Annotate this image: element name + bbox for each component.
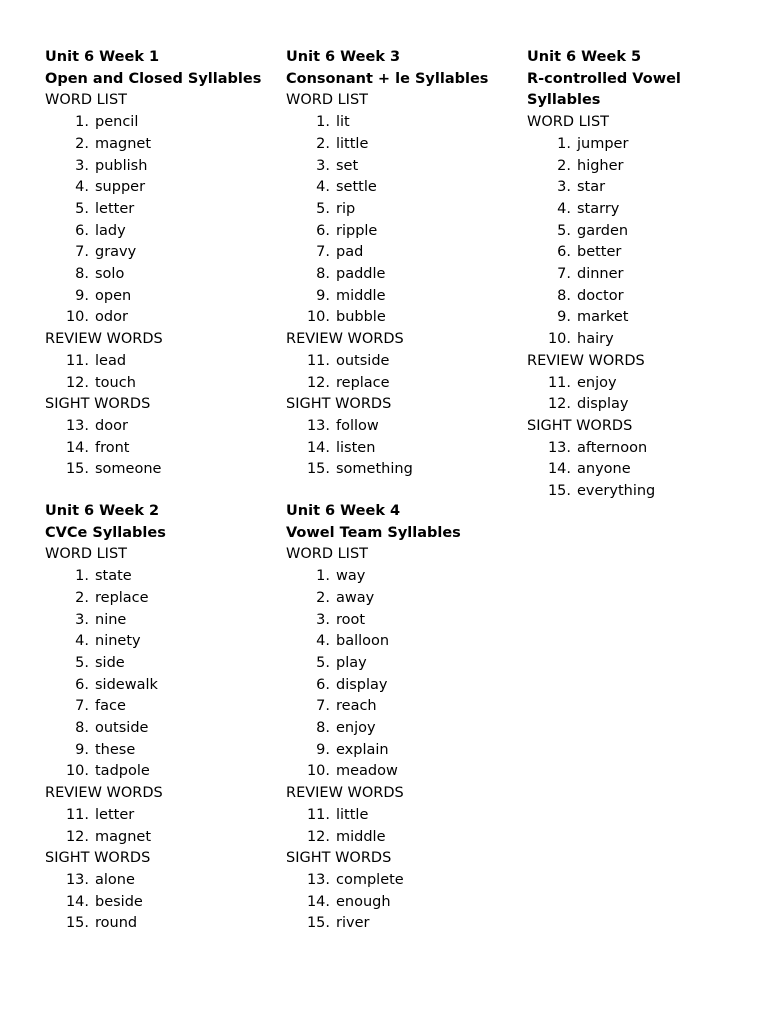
sight-words-list bbox=[45, 416, 280, 481]
item-word: way bbox=[336, 568, 366, 585]
word-item bbox=[286, 892, 521, 914]
item-word: listen bbox=[336, 439, 376, 456]
item-number: 9. bbox=[557, 309, 571, 326]
item-word: lit bbox=[336, 114, 350, 131]
item-word: door bbox=[95, 417, 128, 434]
review-words-label: REVIEW WORDS bbox=[45, 785, 163, 802]
item-number: 2. bbox=[75, 135, 89, 152]
item-number: 10. bbox=[306, 309, 330, 326]
word-item bbox=[527, 394, 702, 416]
item-word: paddle bbox=[336, 266, 386, 283]
item-word: odor bbox=[95, 309, 128, 326]
item-word: garden bbox=[577, 222, 629, 239]
item-word: outside bbox=[336, 352, 390, 369]
item-word: side bbox=[95, 654, 125, 671]
unit-subtitle: Consonant + le Syllables bbox=[286, 70, 489, 87]
word-item bbox=[527, 177, 702, 199]
item-word: market bbox=[577, 309, 629, 326]
sight-words-list bbox=[527, 438, 702, 503]
item-number: 14. bbox=[306, 439, 330, 456]
word-item bbox=[45, 718, 280, 740]
word-list bbox=[527, 134, 702, 351]
item-number: 15. bbox=[306, 461, 330, 478]
item-number: 2. bbox=[316, 589, 330, 606]
sight-words-list bbox=[286, 870, 521, 935]
item-word: something bbox=[336, 461, 413, 478]
word-item bbox=[286, 112, 521, 134]
unit-week-5 bbox=[527, 47, 702, 503]
item-word: gravy bbox=[95, 244, 137, 261]
item-number: 14. bbox=[65, 439, 89, 456]
word-item bbox=[45, 156, 280, 178]
unit-subtitle: CVCe Syllables bbox=[45, 524, 166, 541]
word-item bbox=[527, 459, 702, 481]
review-words-label: REVIEW WORDS bbox=[527, 352, 645, 369]
word-item bbox=[45, 566, 280, 588]
word-item bbox=[286, 134, 521, 156]
item-number: 11. bbox=[65, 352, 89, 369]
item-number: 8. bbox=[75, 266, 89, 283]
item-number: 10. bbox=[306, 763, 330, 780]
review-words-list bbox=[45, 805, 280, 848]
item-word: outside bbox=[95, 720, 149, 737]
item-word: meadow bbox=[336, 763, 398, 780]
unit-week-3 bbox=[286, 47, 521, 481]
word-item bbox=[527, 438, 702, 460]
word-item bbox=[286, 286, 521, 308]
item-word: bubble bbox=[336, 309, 386, 326]
word-item bbox=[45, 351, 280, 373]
item-number: 2. bbox=[316, 135, 330, 152]
item-number: 3. bbox=[75, 611, 89, 628]
word-list bbox=[286, 112, 521, 329]
item-number: 4. bbox=[75, 179, 89, 196]
item-word: anyone bbox=[577, 461, 631, 478]
item-number: 11. bbox=[306, 352, 330, 369]
item-number: 6. bbox=[316, 222, 330, 239]
item-number: 5. bbox=[557, 222, 571, 239]
word-list bbox=[45, 566, 280, 783]
item-word: complete bbox=[336, 871, 404, 888]
word-item bbox=[286, 264, 521, 286]
unit-subtitle: Vowel Team Syllables bbox=[286, 524, 461, 541]
word-item bbox=[45, 286, 280, 308]
word-item bbox=[286, 827, 521, 849]
item-number: 13. bbox=[306, 417, 330, 434]
item-word: starry bbox=[577, 200, 620, 217]
item-word: star bbox=[577, 179, 606, 196]
item-word: root bbox=[336, 611, 366, 628]
item-number: 9. bbox=[316, 287, 330, 304]
word-list bbox=[45, 112, 280, 329]
sight-words-label: SIGHT WORDS bbox=[45, 396, 151, 413]
unit-subtitle: R-controlled Vowel Syllables bbox=[527, 70, 681, 109]
unit-title: Unit 6 Week 1 bbox=[45, 49, 160, 65]
word-item bbox=[45, 892, 280, 914]
word-item bbox=[45, 221, 280, 243]
item-word: middle bbox=[336, 287, 386, 304]
item-word: replace bbox=[95, 589, 149, 606]
item-number: 5. bbox=[316, 200, 330, 217]
item-number: 6. bbox=[75, 676, 89, 693]
word-item bbox=[527, 373, 702, 395]
item-number: 7. bbox=[75, 244, 89, 261]
item-number: 10. bbox=[547, 331, 571, 348]
item-word: follow bbox=[336, 417, 379, 434]
item-word: display bbox=[577, 396, 629, 413]
word-item bbox=[45, 761, 280, 783]
item-word: better bbox=[577, 244, 622, 261]
word-item bbox=[286, 221, 521, 243]
review-words-label: REVIEW WORDS bbox=[286, 785, 404, 802]
item-number: 14. bbox=[65, 893, 89, 910]
word-item bbox=[45, 177, 280, 199]
item-word: these bbox=[95, 741, 136, 758]
item-word: beside bbox=[95, 893, 143, 910]
item-word: everything bbox=[577, 483, 656, 500]
word-item bbox=[45, 459, 280, 481]
item-word: solo bbox=[95, 266, 125, 283]
unit-week-4 bbox=[286, 501, 521, 935]
sight-words-label: SIGHT WORDS bbox=[45, 850, 151, 867]
word-item bbox=[45, 827, 280, 849]
word-item bbox=[45, 588, 280, 610]
item-word: higher bbox=[577, 157, 624, 174]
item-word: afternoon bbox=[577, 439, 648, 456]
sight-words-label: SIGHT WORDS bbox=[286, 850, 392, 867]
word-item bbox=[45, 805, 280, 827]
item-number: 2. bbox=[557, 157, 571, 174]
word-item bbox=[45, 438, 280, 460]
review-words-list bbox=[527, 373, 702, 416]
word-item bbox=[45, 264, 280, 286]
item-number: 3. bbox=[557, 179, 571, 196]
unit-week-1 bbox=[45, 47, 280, 481]
word-item bbox=[286, 177, 521, 199]
word-item bbox=[527, 481, 702, 503]
review-words-label: REVIEW WORDS bbox=[45, 331, 163, 348]
item-word: letter bbox=[95, 200, 135, 217]
item-number: 1. bbox=[316, 114, 330, 131]
item-number: 9. bbox=[316, 741, 330, 758]
word-item bbox=[286, 242, 521, 264]
item-number: 11. bbox=[547, 374, 571, 391]
item-word: play bbox=[336, 654, 367, 671]
word-item bbox=[286, 156, 521, 178]
word-item bbox=[286, 870, 521, 892]
word-item bbox=[527, 307, 702, 329]
word-item bbox=[527, 221, 702, 243]
item-word: magnet bbox=[95, 135, 152, 152]
item-number: 5. bbox=[75, 654, 89, 671]
item-number: 7. bbox=[316, 244, 330, 261]
word-item bbox=[286, 416, 521, 438]
item-word: letter bbox=[95, 806, 135, 823]
item-word: display bbox=[336, 676, 388, 693]
item-number: 13. bbox=[65, 871, 89, 888]
review-words-list bbox=[286, 351, 521, 394]
item-number: 11. bbox=[306, 806, 330, 823]
item-word: reach bbox=[336, 698, 377, 715]
word-item bbox=[45, 112, 280, 134]
item-word: enough bbox=[336, 893, 391, 910]
item-number: 1. bbox=[75, 568, 89, 585]
item-word: little bbox=[336, 135, 369, 152]
word-item bbox=[45, 870, 280, 892]
unit-week-2 bbox=[45, 501, 280, 935]
item-number: 7. bbox=[316, 698, 330, 715]
word-item bbox=[286, 696, 521, 718]
item-word: settle bbox=[336, 179, 377, 196]
word-item bbox=[286, 438, 521, 460]
word-item bbox=[45, 416, 280, 438]
item-number: 10. bbox=[65, 763, 89, 780]
word-item bbox=[286, 740, 521, 762]
item-number: 8. bbox=[557, 287, 571, 304]
word-item bbox=[286, 610, 521, 632]
unit-title: Unit 6 Week 2 bbox=[45, 503, 160, 519]
item-word: enjoy bbox=[336, 720, 376, 737]
item-number: 12. bbox=[65, 828, 89, 845]
word-item bbox=[45, 740, 280, 762]
item-word: ripple bbox=[336, 222, 378, 239]
item-number: 15. bbox=[65, 461, 89, 478]
word-item bbox=[286, 588, 521, 610]
item-number: 9. bbox=[75, 287, 89, 304]
item-number: 1. bbox=[75, 114, 89, 131]
word-list-label: WORD LIST bbox=[286, 92, 369, 109]
word-item bbox=[286, 805, 521, 827]
word-item bbox=[286, 761, 521, 783]
word-item bbox=[286, 566, 521, 588]
word-item bbox=[527, 242, 702, 264]
item-word: river bbox=[336, 915, 370, 932]
word-item bbox=[45, 610, 280, 632]
item-number: 7. bbox=[75, 698, 89, 715]
review-words-list bbox=[286, 805, 521, 848]
word-item bbox=[45, 675, 280, 697]
item-word: rip bbox=[336, 200, 356, 217]
item-word: alone bbox=[95, 871, 135, 888]
item-word: enjoy bbox=[577, 374, 617, 391]
word-list bbox=[286, 566, 521, 783]
sight-words-label: SIGHT WORDS bbox=[286, 396, 392, 413]
item-word: hairy bbox=[577, 331, 614, 348]
item-word: nine bbox=[95, 611, 127, 628]
item-number: 5. bbox=[75, 200, 89, 217]
item-number: 11. bbox=[65, 806, 89, 823]
word-item bbox=[45, 242, 280, 264]
word-item bbox=[286, 351, 521, 373]
item-number: 8. bbox=[75, 720, 89, 737]
item-number: 15. bbox=[306, 915, 330, 932]
item-word: front bbox=[95, 439, 130, 456]
item-number: 12. bbox=[306, 374, 330, 391]
word-list-label: WORD LIST bbox=[45, 546, 128, 563]
unit-title: Unit 6 Week 4 bbox=[286, 503, 401, 519]
item-word: pad bbox=[336, 244, 364, 261]
item-number: 12. bbox=[547, 396, 571, 413]
item-number: 3. bbox=[75, 157, 89, 174]
item-word: lead bbox=[95, 352, 127, 369]
word-item bbox=[45, 631, 280, 653]
item-number: 12. bbox=[306, 828, 330, 845]
word-item bbox=[45, 653, 280, 675]
item-word: little bbox=[336, 806, 369, 823]
item-number: 13. bbox=[547, 439, 571, 456]
word-item bbox=[286, 913, 521, 935]
item-word: someone bbox=[95, 461, 162, 478]
sight-words-list bbox=[45, 870, 280, 935]
word-item bbox=[527, 329, 702, 351]
item-word: tadpole bbox=[95, 763, 150, 780]
item-number: 13. bbox=[306, 871, 330, 888]
item-number: 4. bbox=[75, 633, 89, 650]
item-word: open bbox=[95, 287, 132, 304]
word-item bbox=[286, 199, 521, 221]
item-word: replace bbox=[336, 374, 390, 391]
sight-words-label: SIGHT WORDS bbox=[527, 417, 633, 434]
word-item bbox=[527, 286, 702, 308]
item-word: ninety bbox=[95, 633, 141, 650]
word-item bbox=[286, 653, 521, 675]
item-number: 10. bbox=[65, 309, 89, 326]
word-item bbox=[286, 718, 521, 740]
item-word: set bbox=[336, 157, 359, 174]
item-number: 14. bbox=[547, 461, 571, 478]
item-number: 12. bbox=[65, 374, 89, 391]
word-list-label: WORD LIST bbox=[45, 92, 128, 109]
word-item bbox=[286, 631, 521, 653]
item-word: away bbox=[336, 589, 375, 606]
item-number: 8. bbox=[316, 720, 330, 737]
word-item bbox=[527, 134, 702, 156]
item-word: balloon bbox=[336, 633, 390, 650]
item-word: sidewalk bbox=[95, 676, 158, 693]
item-word: supper bbox=[95, 179, 146, 196]
item-number: 15. bbox=[547, 483, 571, 500]
item-number: 4. bbox=[557, 200, 571, 217]
item-number: 8. bbox=[316, 266, 330, 283]
item-word: magnet bbox=[95, 828, 152, 845]
word-item bbox=[45, 373, 280, 395]
item-number: 6. bbox=[316, 676, 330, 693]
word-item bbox=[527, 156, 702, 178]
item-number: 7. bbox=[557, 266, 571, 283]
item-number: 4. bbox=[316, 179, 330, 196]
unit-title: Unit 6 Week 5 bbox=[527, 49, 642, 65]
item-word: round bbox=[95, 915, 138, 932]
word-item bbox=[286, 307, 521, 329]
item-number: 9. bbox=[75, 741, 89, 758]
review-words-label: REVIEW WORDS bbox=[286, 331, 404, 348]
item-number: 6. bbox=[75, 222, 89, 239]
word-list-label: WORD LIST bbox=[527, 114, 610, 131]
word-list-label: WORD LIST bbox=[286, 546, 369, 563]
item-number: 3. bbox=[316, 611, 330, 628]
item-number: 1. bbox=[316, 568, 330, 585]
item-number: 13. bbox=[65, 417, 89, 434]
item-number: 1. bbox=[557, 135, 571, 152]
item-number: 15. bbox=[65, 915, 89, 932]
item-number: 14. bbox=[306, 893, 330, 910]
item-number: 4. bbox=[316, 633, 330, 650]
item-word: dinner bbox=[577, 266, 624, 283]
word-item bbox=[286, 675, 521, 697]
unit-subtitle: Open and Closed Syllables bbox=[45, 70, 262, 87]
word-item bbox=[45, 134, 280, 156]
word-item bbox=[45, 696, 280, 718]
unit-title: Unit 6 Week 3 bbox=[286, 49, 401, 65]
word-item bbox=[45, 199, 280, 221]
item-number: 3. bbox=[316, 157, 330, 174]
item-word: publish bbox=[95, 157, 148, 174]
sight-words-list bbox=[286, 416, 521, 481]
item-number: 6. bbox=[557, 244, 571, 261]
word-item bbox=[527, 199, 702, 221]
word-item bbox=[527, 264, 702, 286]
item-word: explain bbox=[336, 741, 389, 758]
item-word: lady bbox=[95, 222, 126, 239]
word-item bbox=[45, 307, 280, 329]
word-item bbox=[286, 373, 521, 395]
item-word: pencil bbox=[95, 114, 139, 131]
item-word: middle bbox=[336, 828, 386, 845]
item-word: jumper bbox=[577, 135, 629, 152]
item-number: 5. bbox=[316, 654, 330, 671]
item-word: face bbox=[95, 698, 126, 715]
item-word: state bbox=[95, 568, 132, 585]
item-number: 2. bbox=[75, 589, 89, 606]
item-word: doctor bbox=[577, 287, 624, 304]
review-words-list bbox=[45, 351, 280, 394]
word-item bbox=[286, 459, 521, 481]
item-word: touch bbox=[95, 374, 136, 391]
word-item bbox=[45, 913, 280, 935]
